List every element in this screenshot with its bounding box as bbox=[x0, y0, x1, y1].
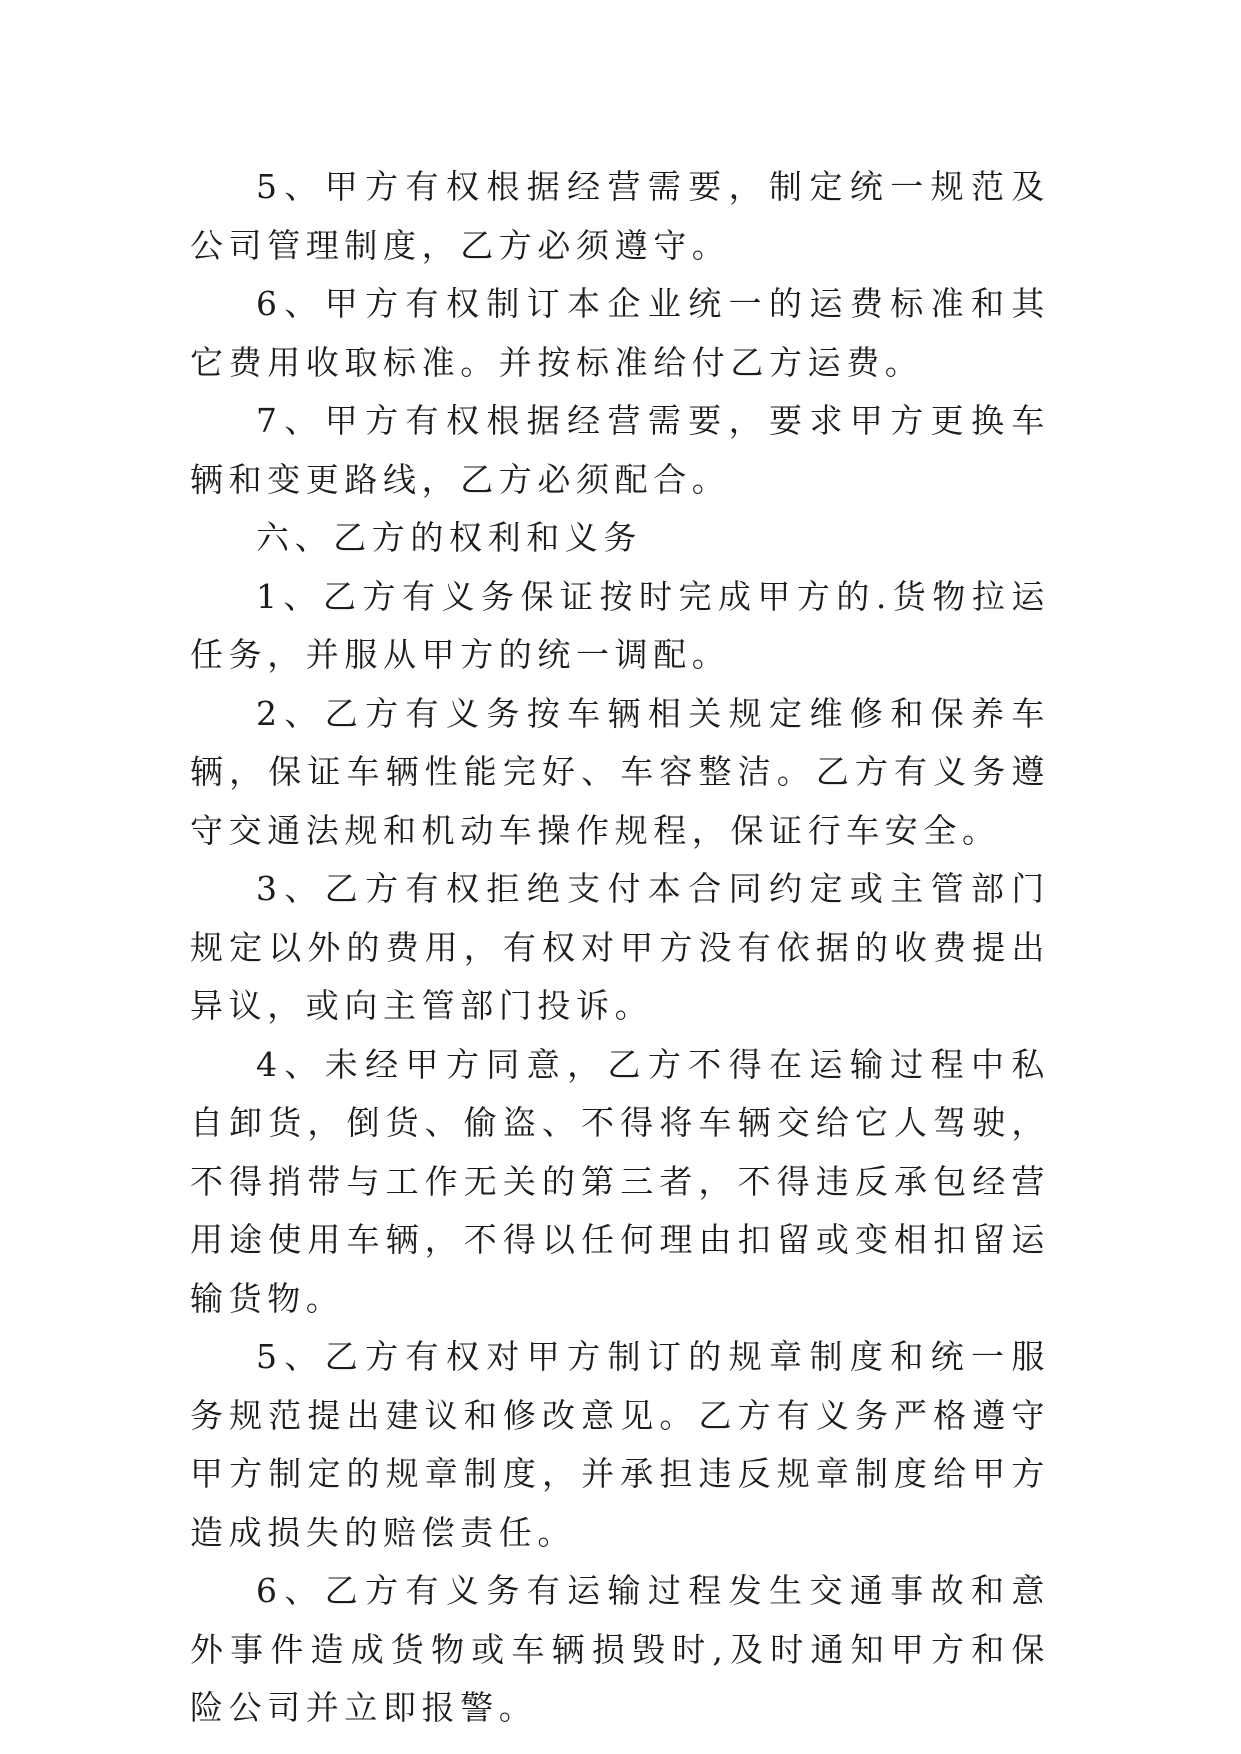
paragraph-party-b-duty-3: 3、乙方有权拒绝支付本合同约定或主管部门规定以外的费用，有权对甲方没有依据的收费提出异议，或向主管部门投诉。 bbox=[190, 869, 1050, 1025]
paragraph-party-a-right-7: 7、甲方有权根据经营需要，要求甲方更换车辆和变更路线，乙方必须配合。 bbox=[190, 401, 1050, 499]
paragraph-party-b-duty-6: 6、乙方有义务有运输过程发生交通事故和意外事件造成货物或车辆损毁时,及时通知甲方和保险公司并立即报警。 bbox=[190, 1571, 1050, 1727]
paragraph-party-a-right-5: 5、甲方有权根据经营需要，制定统一规范及公司管理制度，乙方必须遵守。 bbox=[190, 167, 1050, 265]
paragraph-party-b-duty-1: 1、乙方有义务保证按时完成甲方的.货物拉运任务，并服从甲方的统一调配。 bbox=[190, 576, 1050, 674]
paragraph-party-b-duty-4: 4、未经甲方同意，乙方不得在运输过程中私自卸货，倒货、偷盗、不得将车辆交给它人驾驶，不得捎带与工作无关的第三者，不得违反承包经营用途使用车辆，不得以任何理由扣留或变相扣留运输货物。 bbox=[190, 1044, 1050, 1318]
document-body bbox=[190, 158, 1050, 1738]
paragraph-party-b-duty-2: 2、乙方有义务按车辆相关规定维修和保养车辆，保证车辆性能完好、车容整洁。乙方有义务遵守交通法规和机动车操作规程，保证行车安全。 bbox=[190, 693, 1050, 850]
paragraph-party-a-right-6: 6、甲方有权制订本企业统一的运费标准和其它费用收取标准。并按标准给付乙方运费。 bbox=[190, 284, 1050, 382]
section-heading-party-b: 六、乙方的权利和义务 bbox=[256, 518, 642, 557]
paragraph-party-b-duty-5: 5、乙方有权对甲方制订的规章制度和统一服务规范提出建议和修改意见。乙方有义务严格遵守甲方制定的规章制度，并承担违反规章制度给甲方造成损失的赔偿责任。 bbox=[190, 1337, 1050, 1552]
